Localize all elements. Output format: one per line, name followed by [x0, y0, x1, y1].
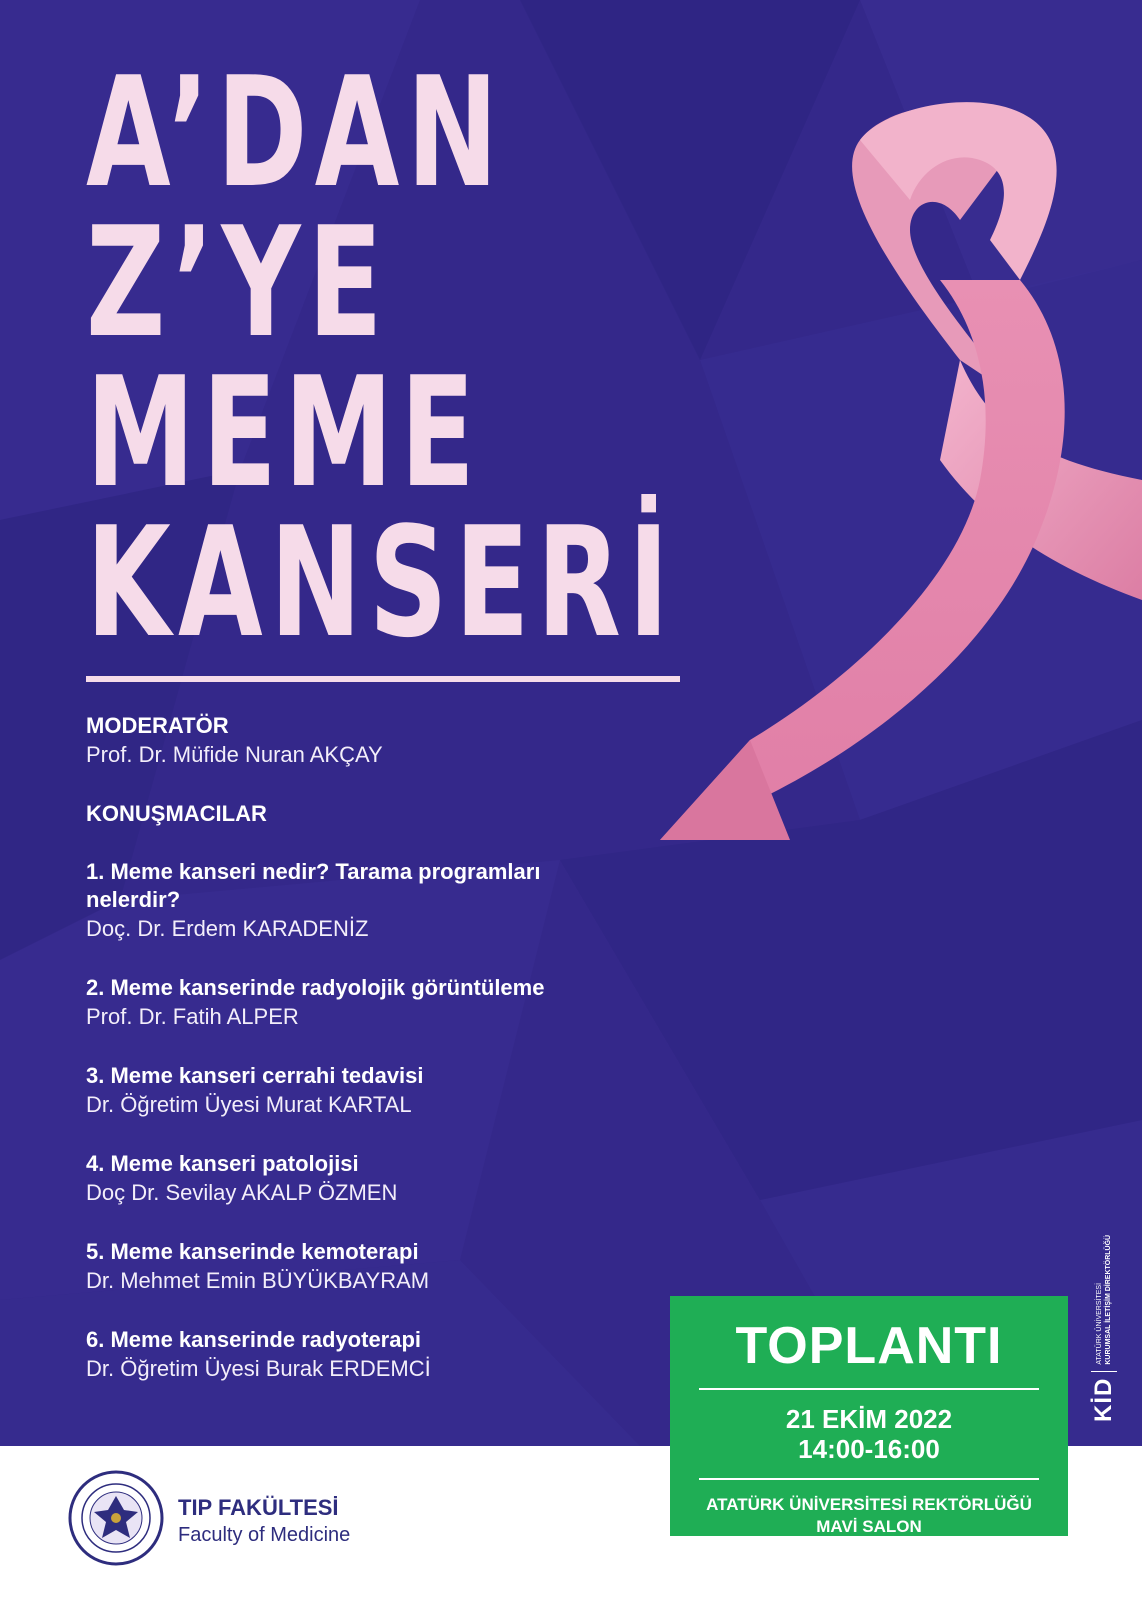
faculty-block	[178, 1494, 350, 1548]
talk-topic: 3. Meme kanseri cerrahi tedavisi	[86, 1063, 424, 1088]
talk-speaker: Dr. Öğretim Üyesi Murat KARTAL	[86, 1092, 412, 1117]
kid-caption-line2: KURUMSAL İLETİŞİM DİREKTÖRLÜĞÜ	[1105, 1234, 1112, 1365]
title-divider	[86, 676, 680, 682]
event-venue-line2: MAVİ SALON	[816, 1517, 922, 1536]
program-section	[86, 712, 686, 1414]
event-divider-top	[699, 1388, 1039, 1390]
event-label: TOPLANTI	[735, 1317, 1003, 1375]
title-line-1: A’DAN	[86, 44, 506, 221]
faculty-name-tr: TIP FAKÜLTESİ	[178, 1495, 339, 1520]
university-seal-icon	[68, 1470, 164, 1566]
kid-logo	[1084, 1172, 1124, 1422]
talk-item	[86, 974, 686, 1032]
talk-item	[86, 1326, 686, 1384]
event-time: 14:00-16:00	[798, 1434, 940, 1464]
title-line-4: KANSERİ	[86, 494, 677, 671]
poster-title	[86, 44, 677, 671]
talk-topic: 2. Meme kanserinde radyolojik görüntüleme	[86, 975, 545, 1000]
talk-topic: 5. Meme kanserinde kemoterapi	[86, 1239, 419, 1264]
talk-topic-continued: nelerdir?	[86, 887, 181, 912]
title-line-2: Z’YE	[86, 194, 390, 371]
event-divider-bottom	[699, 1478, 1039, 1480]
talk-topic: 4. Meme kanseri patolojisi	[86, 1151, 359, 1176]
pink-ribbon-icon	[660, 100, 1142, 860]
event-venue-line1: ATATÜRK ÜNİVERSİTESİ REKTÖRLÜĞÜ	[706, 1495, 1032, 1514]
talk-topic: 1. Meme kanseri nedir? Tarama programları	[86, 859, 541, 884]
speakers-heading-block	[86, 800, 686, 828]
kid-caption-line1: ATATÜRK ÜNİVERSİTESİ	[1096, 1282, 1103, 1365]
event-date: 21 EKİM 2022	[785, 1404, 953, 1434]
talk-speaker: Prof. Dr. Fatih ALPER	[86, 1004, 299, 1029]
talk-speaker: Doç. Dr. Erdem KARADENİZ	[86, 916, 369, 941]
talk-item	[86, 1062, 686, 1120]
talk-speaker: Dr. Öğretim Üyesi Burak ERDEMCİ	[86, 1356, 431, 1381]
talk-speaker: Doç Dr. Sevilay AKALP ÖZMEN	[86, 1180, 398, 1205]
title-line-3: MEME	[86, 344, 483, 521]
faculty-name-en: Faculty of Medicine	[178, 1524, 351, 1546]
moderator-heading: MODERATÖR	[86, 713, 229, 738]
kid-logo-text: KİD	[1090, 1377, 1117, 1422]
talk-topic: 6. Meme kanserinde radyoterapi	[86, 1327, 422, 1352]
talk-item	[86, 1150, 686, 1208]
talk-item	[86, 858, 686, 944]
talk-item	[86, 1238, 686, 1296]
talk-speaker: Dr. Mehmet Emin BÜYÜKBAYRAM	[86, 1268, 430, 1293]
speakers-heading: KONUŞMACILAR	[86, 801, 267, 826]
kid-caption	[1095, 1235, 1113, 1365]
event-box	[670, 1296, 1068, 1536]
moderator-name: Prof. Dr. Müfide Nuran AKÇAY	[86, 742, 383, 767]
moderator-block	[86, 712, 686, 770]
kid-separator	[1091, 1371, 1117, 1372]
